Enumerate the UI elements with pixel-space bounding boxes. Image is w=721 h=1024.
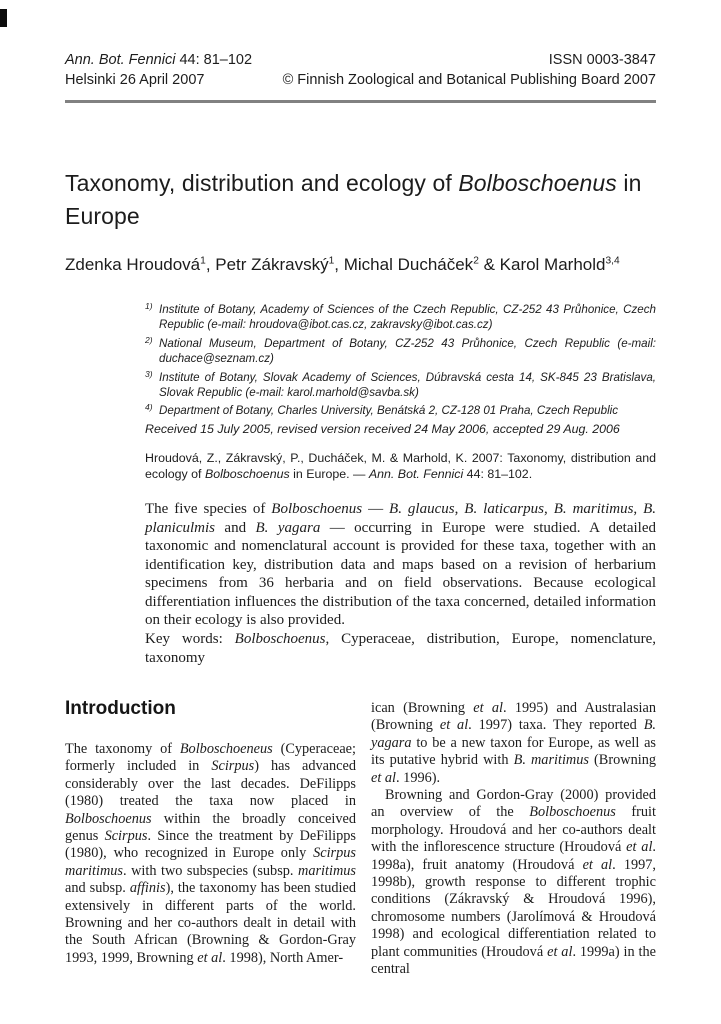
scan-corner-mark — [0, 9, 7, 27]
journal-reference: Ann. Bot. Fennici 44: 81–102 — [65, 52, 253, 68]
affiliations-block — [145, 299, 656, 419]
intro-left-paragraph: The taxonomy of Bolboschoeneus (Cyperaceae; formerly included in Scirpus) has advanced considerably over the last decades. DeFilipps (1980) treated the taxa now placed in Bolboschoenus within the broadly conceived genus Scirpus. Since the treatment by DeFilipps (1980), who recognized in Europe only Scirpus maritimus. with two subspecies (subsp. maritimus and subsp. affinis), the taxonomy has been studied extensively in different parts of the world. Browning and her co-authors dealt in detail with the South African (Browning & Gordon-Gray 1993, 1999, Browning et al. 1998), North Amer- — [65, 741, 356, 966]
affiliation-text: Institute of Botany, Slovak Academy of Sciences, Dúbravská cesta 14, SK-845 23 Bratislava, Slovak Republic (e-mail: karol.marhold@savba.sk) — [159, 370, 656, 400]
page-title: Taxonomy, distribution and ecology of Bolboschoenus in Europe — [65, 170, 642, 229]
affiliation-text: National Museum, Department of Botany, CZ-252 43 Průhonice, Czech Republic (e-mail: duchace@seznam.cz) — [159, 336, 656, 366]
keywords-line: Key words: Bolboschoenus, Cyperaceae, distribution, Europe, nomenclature, taxonomy — [145, 631, 656, 666]
affiliation-item — [145, 333, 656, 367]
affiliation-number: 2) — [145, 334, 153, 345]
affiliation-text: Department of Botany, Charles University, Benátská 2, CZ-128 01 Praha, Czech Republic — [159, 404, 619, 418]
abstract-paragraph: The five species of Bolboschoenus — B. glaucus, B. laticarpus, B. maritimus, B. planiculmis and B. yagara — occurring in Europe were studied. A detailed taxonomic and nomenclatural account is provided for these taxa, together with an identification key, distribution data and maps based on a revision of herbarium specimens from 36 herbaria and on field observations. Because ecological differentiation influences the distribution of the taxa concerned, detailed information on their ecology is also provided. — [145, 501, 657, 628]
two-column-body — [65, 698, 656, 979]
received-line: Received 15 July 2005, revised version received 24 May 2006, accepted 29 Aug. 2006 — [145, 422, 620, 436]
journal-issn: ISSN 0003-3847 — [548, 52, 656, 68]
affiliation-text: Institute of Botany, Academy of Sciences of the Czech Republic, CZ-252 43 Průhonice, Czech Republic (e-mail: hroudova@ibot.cas.cz, zakravsky@ibot.cas.cz) — [159, 303, 656, 332]
affiliation-item — [145, 299, 656, 333]
journal-date: Helsinki 26 April 2007 — [65, 72, 205, 88]
journal-header — [65, 50, 656, 90]
journal-copyright: © Finnish Zoological and Botanical Publishing Board 2007 — [282, 72, 656, 88]
citation-line: Hroudová, Z., Zákravský, P., Ducháček, M. & Marhold, K. 2007: Taxonomy, distribution and ecology of Bolboschoenus in Europe. — Ann. Bot. Fennici 44: 81–102. — [145, 451, 656, 481]
affiliation-number: 3) — [145, 368, 153, 379]
affiliation-number: 4) — [145, 402, 153, 413]
left-column — [65, 698, 356, 979]
right-column — [371, 698, 656, 979]
intro-right-paragraph-2: Browning and Gordon-Gray (2000) provided an overview of the Bolboschoenus fruit morphology. Hroudová and her co-authors dealt with the inflorescence structure (Hroudová et al. 1998a), fruit anatomy (Hroudová et al. 1997, 1998b), growth response to different trophic conditions (Zákravský & Hroudová 1996), chromosome numbers (Jarolímová & Hroudová 1998) and ecological differentiation related to plant communities (Hroudová et al. 1999a) in the central — [371, 787, 656, 978]
affiliation-item — [145, 400, 656, 418]
affiliation-number: 1) — [145, 301, 153, 311]
header-rule — [65, 100, 656, 103]
intro-right-paragraph-1: ican (Browning et al. 1995) and Australasian (Browning et al. 1997) taxa. They reported B. yagara to be a new taxon for Europe, as well as its putative hybrid with B. maritimus (Browning et al. 1996). — [371, 700, 656, 786]
affiliation-item — [145, 367, 656, 401]
introduction-heading: Introduction — [65, 698, 176, 719]
authors-line: Zdenka Hroudová$^1$, Petr Zákravský$^1$, Michal Ducháček$^2$ & Karol Marhold$^{3,4}$ — [65, 255, 620, 274]
